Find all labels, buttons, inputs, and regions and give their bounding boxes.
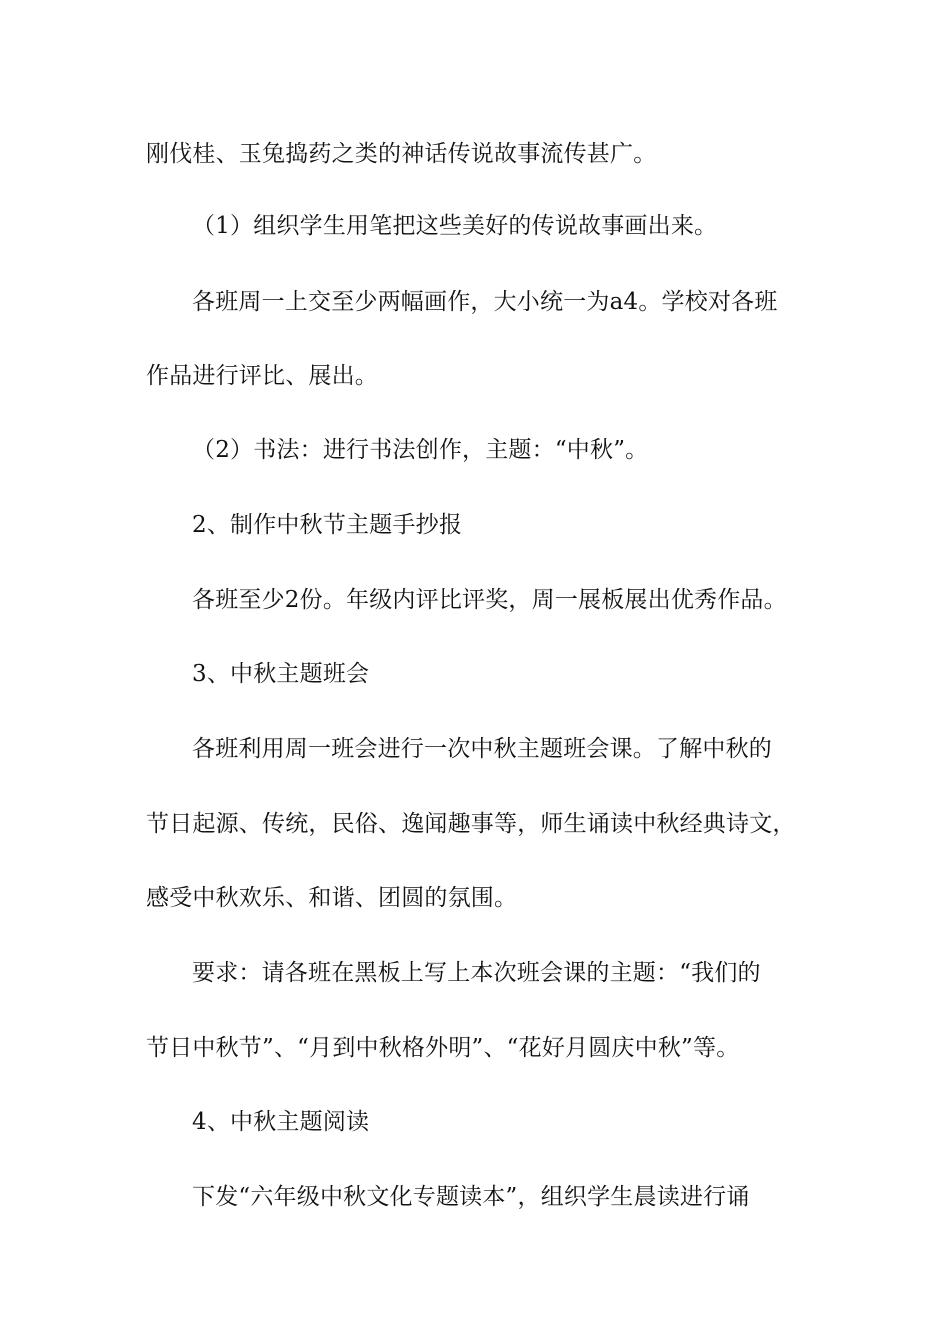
text-line-2: （1）组织学生用笔把这些美好的传说故事画出来。 [192, 213, 718, 239]
text-line-3: 各班周一上交至少两幅画作，大小统一为a4。学校对各班 [192, 289, 778, 315]
text-line-1: 刚伐桂、玉兔捣药之类的神话传说故事流传甚广。 [146, 141, 657, 167]
text-line-13: 节日中秋节”、“月到中秋格外明”、“花好月圆庆中秋”等。 [146, 1035, 740, 1061]
text-line-15: 下发“六年级中秋文化专题读本”，组织学生晨读进行诵 [192, 1184, 750, 1210]
text-line-7: 各班至少2份。年级内评比评奖，周一展板展出优秀作品。 [192, 587, 787, 613]
text-line-10: 节日起源、传统，民俗、逸闻趣事等，师生诵读中秋经典诗文， [146, 811, 796, 837]
text-line-4: 作品进行评比、展出。 [146, 363, 378, 389]
text-line-12: 要求：请各班在黑板上写上本次班会课的主题：“我们的 [192, 960, 761, 986]
section-heading-2: 2、制作中秋节主题手抄报 [192, 512, 463, 538]
section-heading-4: 4、中秋主题阅读 [192, 1109, 370, 1135]
text-line-5: （2）书法：进行书法创作，主题：“中秋”。 [192, 437, 649, 463]
section-heading-3: 3、中秋主题班会 [192, 661, 370, 687]
text-line-11: 感受中秋欢乐、和谐、团圆的氛围。 [146, 885, 518, 911]
text-line-9: 各班利用周一班会进行一次中秋主题班会课。了解中秋的 [192, 736, 772, 762]
